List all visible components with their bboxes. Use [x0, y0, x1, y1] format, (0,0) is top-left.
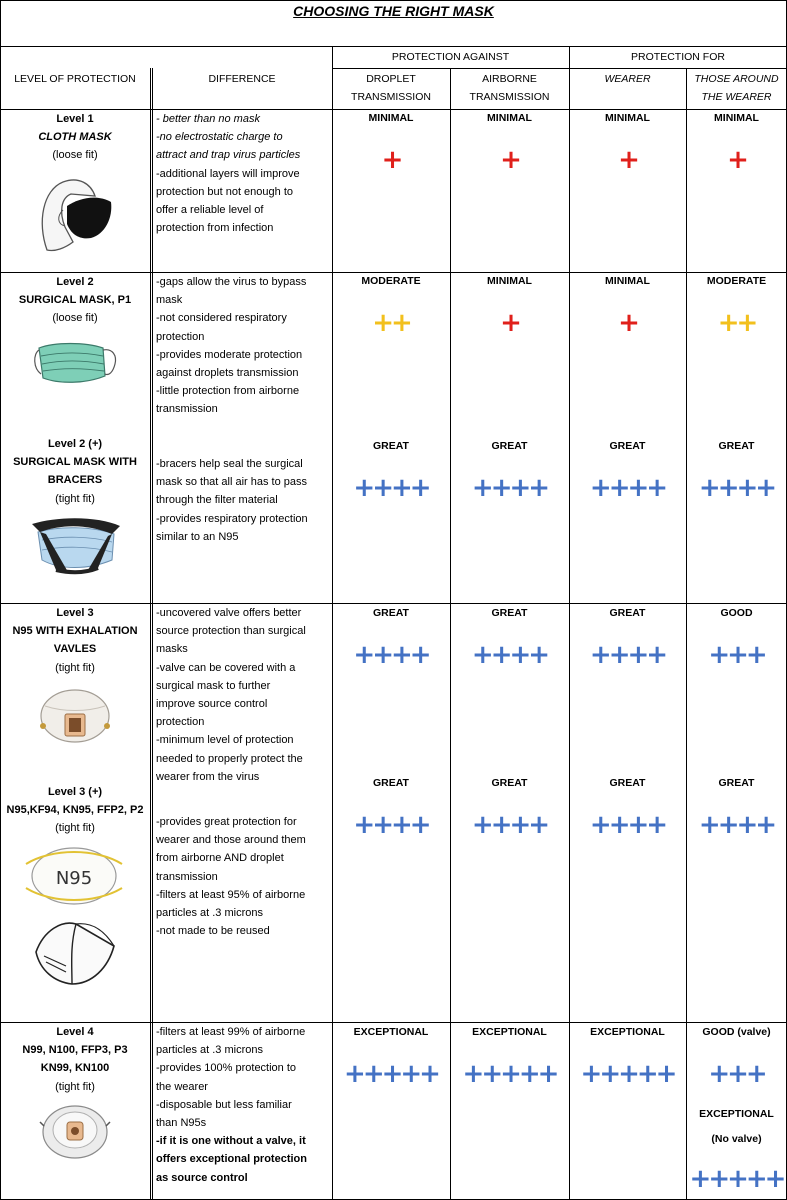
- rating-label-no-valve: EXCEPTIONAL: [699, 1108, 774, 1120]
- level-3-plus-difference: -provides great protection for wearer and those around them from airborne AND droplet transmission -filters at least 95% of airborne particles at .3 microns -not made to be reused: [156, 816, 306, 938]
- column-line: [152, 68, 153, 1200]
- rule: [332, 68, 787, 69]
- page-title: CHOOSING THE RIGHT MASK: [293, 3, 494, 19]
- rating-label: MINIMAL: [714, 112, 759, 124]
- rating-label: GREAT: [609, 607, 646, 619]
- level-3-plus-label: Level 3 (+) N95,KF94, KN95, FFP2, P2 (tight fit): [6, 786, 144, 835]
- header-those-around: THOSE AROUND THE WEARER: [694, 73, 779, 103]
- rating-symbol: +: [500, 145, 519, 175]
- rating-label: GREAT: [373, 607, 409, 619]
- rating-symbol: ++++: [353, 810, 429, 840]
- rating-label: EXCEPTIONAL: [472, 1026, 547, 1038]
- rating-symbol-no-valve: +++++: [689, 1164, 784, 1194]
- rating-symbol: +: [727, 145, 746, 175]
- rating-label: MINIMAL: [368, 112, 414, 124]
- rating-symbol: ++++: [353, 473, 429, 503]
- level-2-plus-difference: -bracers help seal the surgical mask so that all air has to pass through the filter material -provides respiratory protection similar to an N95: [156, 458, 308, 543]
- rating-label: MINIMAL: [605, 112, 650, 124]
- rating-symbol: ++++: [471, 810, 548, 840]
- header-difference: DIFFERENCE: [208, 73, 276, 85]
- header-protection-against: PROTECTION AGAINST: [391, 51, 510, 63]
- rating-label: GREAT: [491, 607, 528, 619]
- rating-symbol: +: [500, 308, 519, 338]
- rating-label: GREAT: [491, 777, 528, 789]
- header-wearer: WEARER: [604, 73, 651, 85]
- rating-symbol: ++++: [353, 640, 429, 670]
- rating-symbol: ++++: [589, 473, 666, 503]
- rating-symbol: +++++: [462, 1059, 557, 1089]
- rating-label: MINIMAL: [605, 275, 650, 287]
- n95-mask-text: N95: [55, 868, 93, 889]
- rating-symbol: ++: [372, 308, 410, 338]
- n99-mask-icon: [38, 1100, 112, 1162]
- rating-symbol: +++: [708, 1059, 765, 1089]
- rule: [0, 46, 787, 47]
- rating-label: GREAT: [718, 440, 755, 452]
- rating-label: GREAT: [491, 440, 528, 452]
- rating-symbol: ++++: [589, 810, 666, 840]
- border-left: [0, 0, 1, 1200]
- rating-symbol: ++++: [698, 473, 775, 503]
- level-1-difference: - better than no mask -no electrostatic charge to attract and trap virus particles -additional layers will improve protection but not enough to offer a reliable level of protection from infection: [156, 113, 301, 235]
- rating-label: MINIMAL: [487, 275, 532, 287]
- rating-label: GREAT: [609, 777, 646, 789]
- rating-label: GREAT: [718, 777, 755, 789]
- level-3-label: Level 3 N95 WITH EXHALATION VAVLES (tight fit): [12, 607, 138, 674]
- cloth-mask-icon: [35, 172, 115, 257]
- rating-symbol: ++++: [589, 640, 666, 670]
- rating-label: GREAT: [373, 440, 409, 452]
- border-top: [0, 0, 787, 1]
- header-airborne: AIRBORNE TRANSMISSION: [469, 73, 550, 103]
- level-4-difference: -filters at least 99% of airborne particles at .3 microns -provides 100% protection to the wearer -disposable but less familiar than N95s -if it is one without a valve, it offers exceptional protection as source control: [156, 1026, 307, 1184]
- kn95-mask-icon: [32, 916, 118, 988]
- rating-symbol: +++: [708, 640, 765, 670]
- surgical-mask-icon: [33, 338, 119, 386]
- rating-sub-no-valve: (No valve): [711, 1133, 762, 1145]
- header-protection-for: PROTECTION FOR: [631, 51, 725, 63]
- rating-label: EXCEPTIONAL: [353, 1026, 429, 1038]
- rating-label: GREAT: [373, 777, 409, 789]
- level-2-plus-label: Level 2 (+) SURGICAL MASK WITH BRACERS (tight fit): [13, 438, 137, 505]
- level-2-label: Level 2 SURGICAL MASK, P1 (loose fit): [18, 276, 132, 325]
- rating-symbol: +++++: [344, 1059, 438, 1089]
- rating-label: GOOD: [720, 607, 753, 619]
- level-2-difference: -gaps allow the virus to bypass mask -not considered respiratory protection -provides moderate protection against droplets transmission -little protection from airborne transmission: [156, 276, 307, 416]
- column-line: [150, 68, 151, 1200]
- rating-label: MODERATE: [706, 275, 767, 287]
- level-3-difference: -uncovered valve offers better source protection than surgical masks -valve can be covered with a surgical mask to further improve source control protection -minimum level of protection needed to properly protect the wearer from the virus: [156, 607, 306, 783]
- rating-symbol: ++++: [698, 810, 775, 840]
- level-1-label: Level 1 CLOTH MASK (loose fit): [38, 113, 112, 162]
- rating-symbol: ++: [717, 308, 756, 338]
- n95-valve-mask-icon: [35, 686, 115, 748]
- surgical-mask-bracer-icon: [28, 514, 124, 576]
- rating-symbol: ++++: [471, 473, 548, 503]
- rating-symbol: ++++: [471, 640, 548, 670]
- rating-label: MINIMAL: [487, 112, 532, 124]
- n95-mask-icon: [22, 842, 126, 912]
- rating-symbol: +: [618, 308, 637, 338]
- rating-label: MODERATE: [361, 275, 421, 287]
- header-level: LEVEL OF PROTECTION: [14, 73, 136, 85]
- rating-symbol: +: [618, 145, 637, 175]
- header-droplet: DROPLET TRANSMISSION: [351, 73, 431, 103]
- rating-symbol: +++++: [580, 1059, 675, 1089]
- level-4-label: Level 4 N99, N100, FFP3, P3 KN99, KN100 (tight fit): [22, 1026, 128, 1093]
- rating-label: GOOD (valve): [702, 1026, 771, 1038]
- rating-label: GREAT: [609, 440, 646, 452]
- rating-symbol: +: [381, 145, 401, 175]
- rating-label: EXCEPTIONAL: [590, 1026, 665, 1038]
